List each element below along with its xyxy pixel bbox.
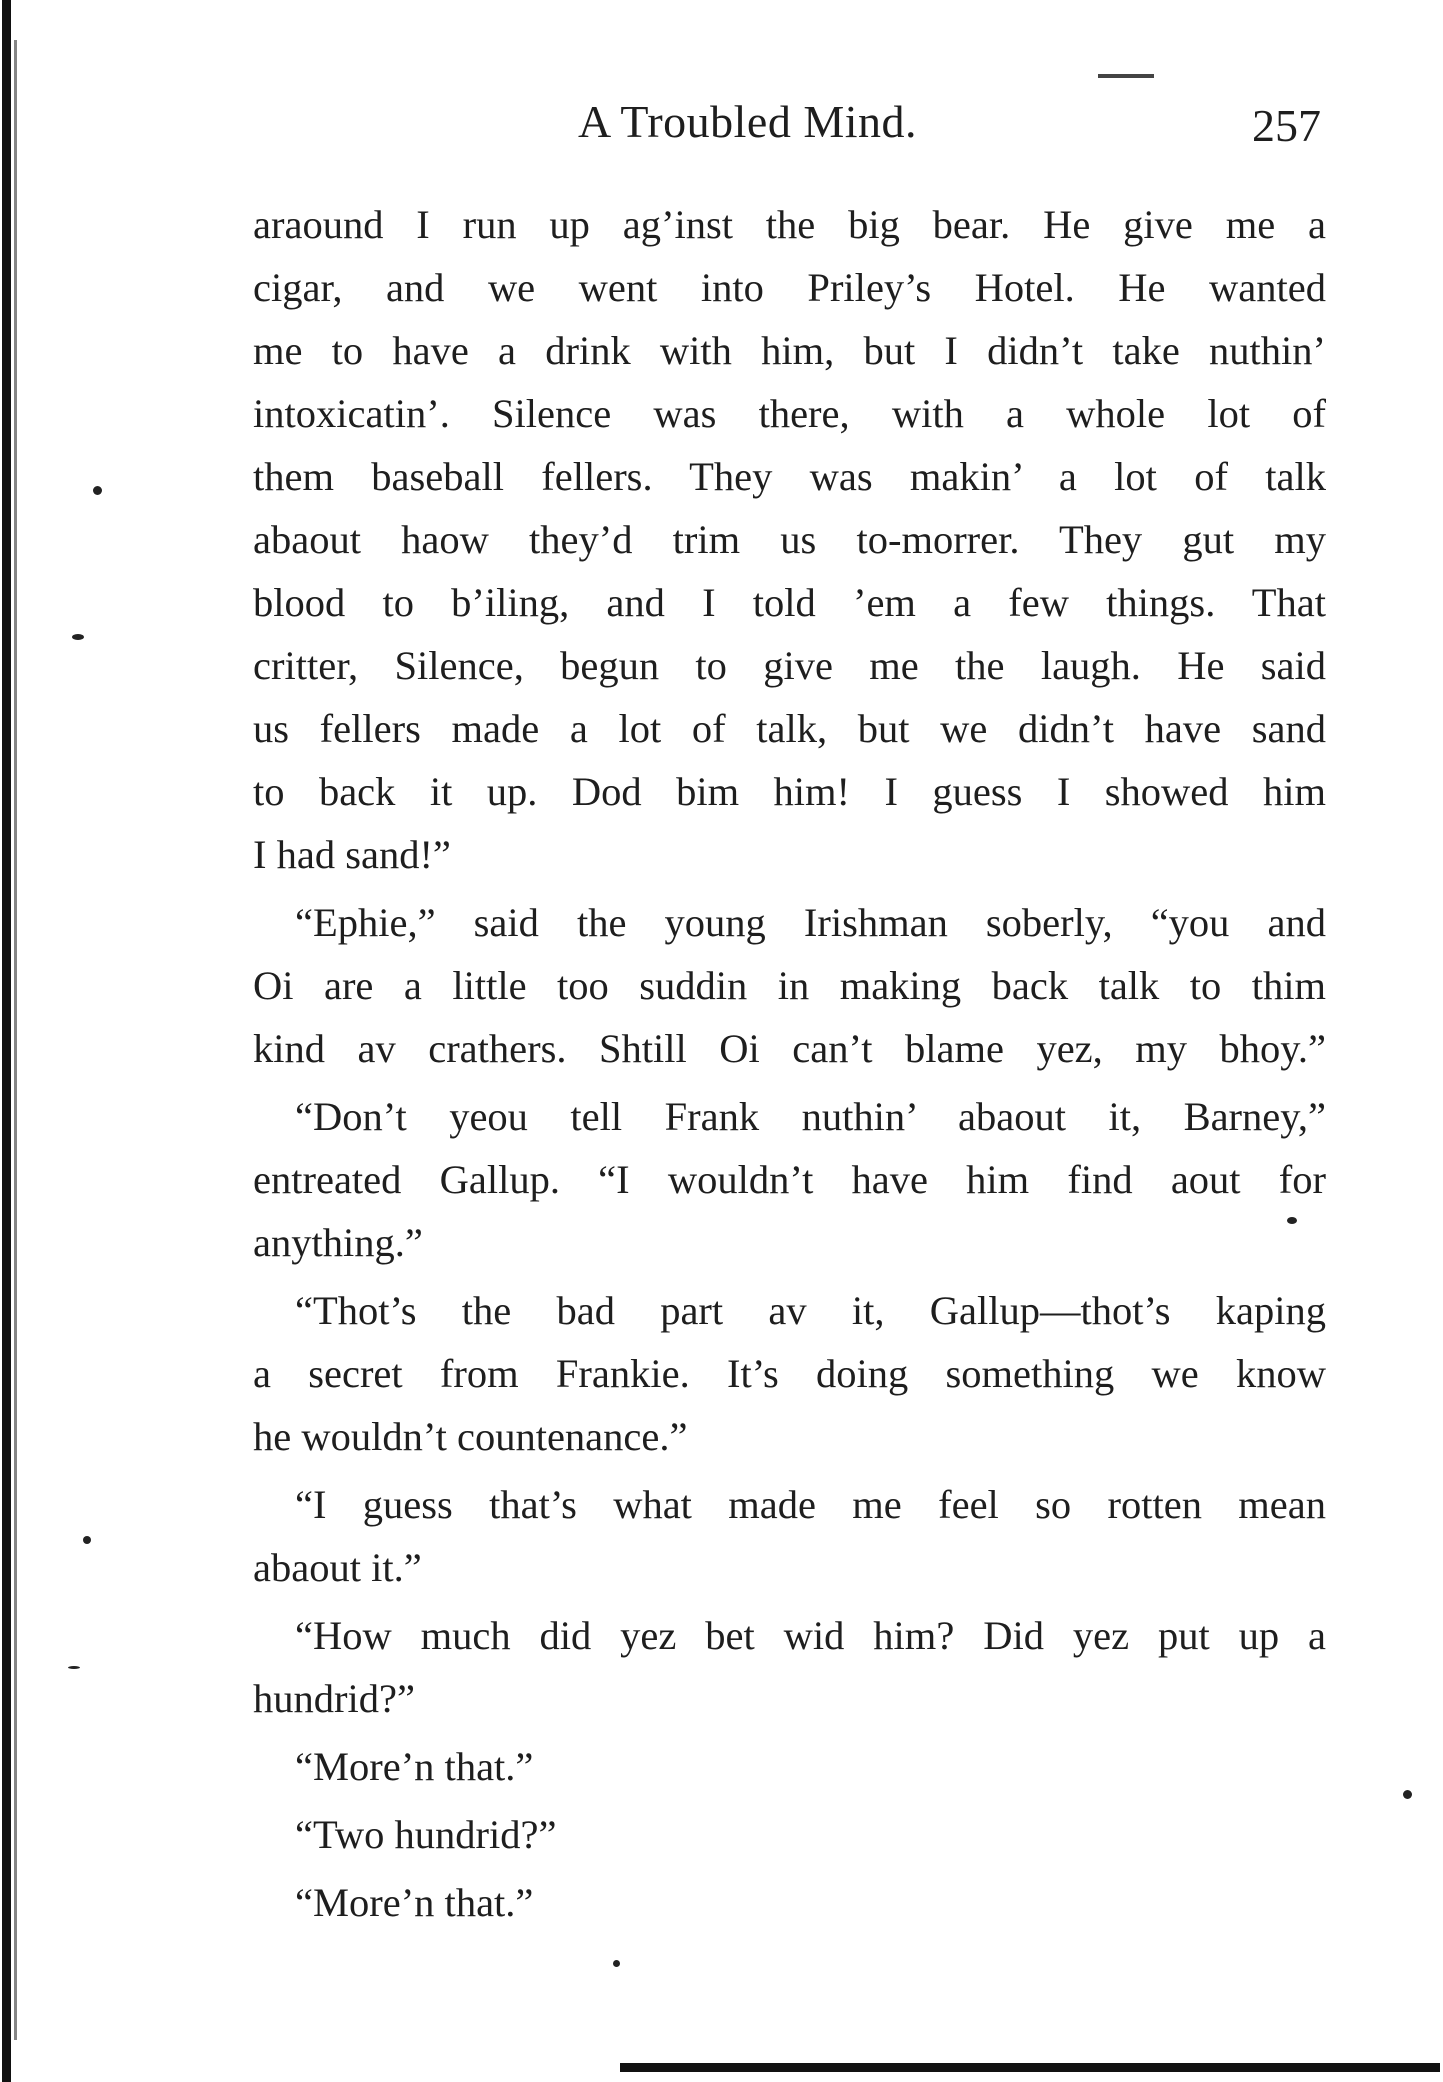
text-line: I had sand!”	[253, 832, 451, 877]
text-line: us fellers made a lot of talk, but we didn’t have sand	[253, 706, 1326, 751]
text-line: anything.”	[253, 1220, 423, 1265]
text-line: “Ephie,” said the young Irishman soberly, “you and	[295, 900, 1326, 945]
text-line: cigar, and we went into Priley’s Hotel. He wanted	[253, 265, 1326, 310]
text-line: them baseball fellers. They was makin’ a lot of talk	[253, 454, 1326, 499]
text-line: entreated Gallup. “I wouldn’t have him find aout for	[253, 1157, 1326, 1202]
body-text	[253, 193, 1326, 1934]
text-line: “Don’t yeou tell Frank nuthin’ abaout it, Barney,”	[295, 1094, 1326, 1139]
text-line: “Thot’s the bad part av it, Gallup—thot’s kaping	[295, 1288, 1326, 1333]
binding-edge	[2, 0, 11, 2082]
bottom-rule	[620, 2063, 1440, 2072]
text-line: hundrid?”	[253, 1676, 415, 1721]
running-title: A Troubled Mind.	[578, 96, 918, 147]
text-line: “I guess that’s what made me feel so rotten mean	[295, 1482, 1326, 1527]
text-line: blood to b’iling, and I told ’em a few things. That	[253, 580, 1326, 625]
text-line: to back it up. Dod bim him! I guess I showed him	[253, 769, 1326, 814]
text-line: “Two hundrid?”	[295, 1812, 557, 1857]
text-line: me to have a drink with him, but I didn’t take nuthin’	[253, 328, 1326, 373]
ink-speck	[68, 1666, 80, 1669]
text-line: “How much did yez bet wid him? Did yez put up a	[295, 1613, 1326, 1658]
text-line: critter, Silence, begun to give me the laugh. He said	[253, 643, 1326, 688]
text-line: “More’n that.”	[295, 1744, 534, 1789]
top-printer-mark	[1098, 74, 1154, 78]
ink-speck	[72, 634, 84, 640]
ink-speck	[83, 1536, 91, 1544]
text-line: a secret from Frankie. It’s doing something we know	[253, 1351, 1326, 1396]
text-line: Oi are a little too suddin in making back talk to thim	[253, 963, 1326, 1008]
running-head	[0, 95, 1443, 155]
text-line: abaout haow they’d trim us to-morrer. They gut my	[253, 517, 1326, 562]
page-number: 257	[1252, 100, 1321, 151]
text-line: intoxicatin’. Silence was there, with a whole lot of	[253, 391, 1326, 436]
ink-speck	[613, 1960, 620, 1967]
binding-shadow	[14, 40, 17, 2040]
ink-speck	[93, 486, 102, 495]
text-line: araound I run up ag’inst the big bear. He give me a	[253, 202, 1326, 247]
text-line: “More’n that.”	[295, 1880, 534, 1925]
ink-speck	[1403, 1790, 1412, 1799]
text-line: abaout it.”	[253, 1545, 422, 1590]
text-line: he wouldn’t countenance.”	[253, 1414, 688, 1459]
text-line: kind av crathers. Shtill Oi can’t blame yez, my bhoy.”	[253, 1026, 1326, 1071]
